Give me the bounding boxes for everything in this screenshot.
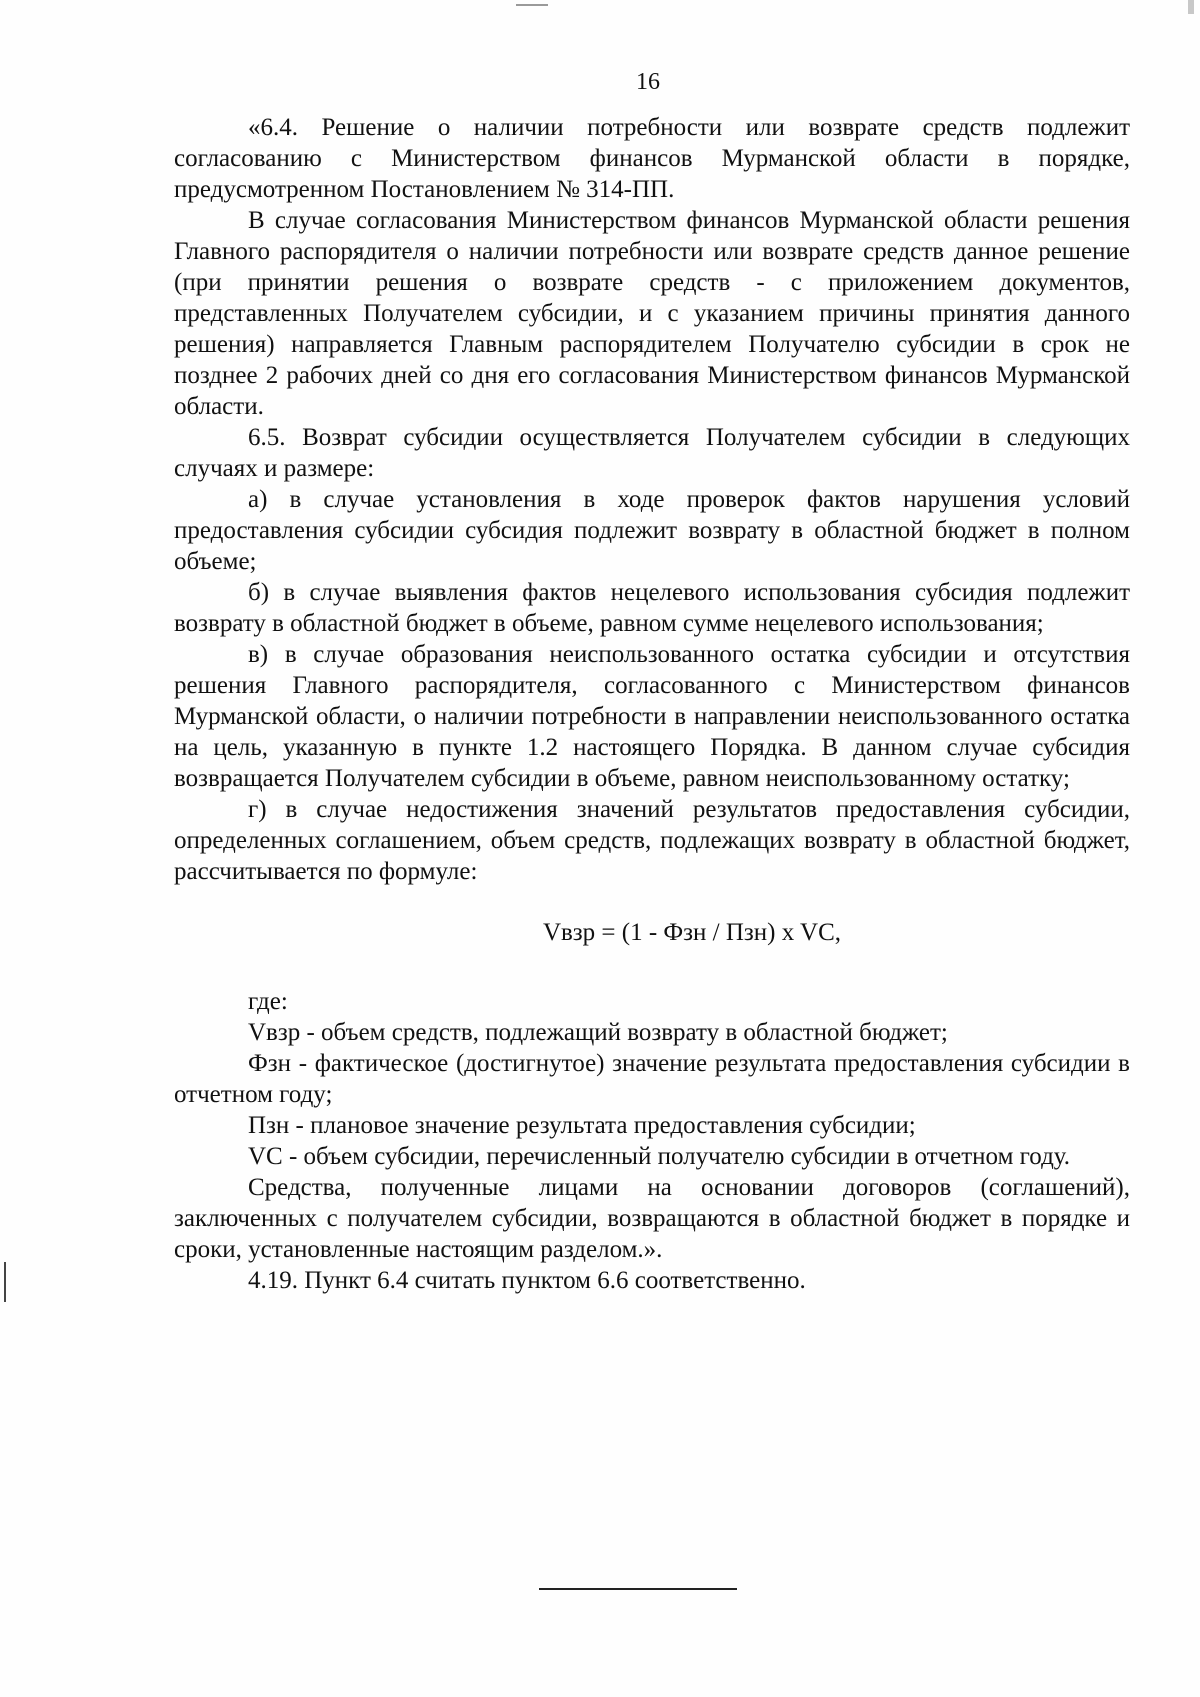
refund-formula: Vвзр = (1 - Фзн / Пзн) x VC, [542,919,842,946]
paragraph-item-a: а) в случае установления в ходе проверок фактов нарушения условий предоставления субсидии субсидия подлежит возврату в областной бюджет в полном объеме; [174,486,1130,575]
paragraph-6-4: «6.4. Решение о наличии потребности или возврате средств подлежит согласованию с Министерством финансов Мурманской области в порядке, предусмотренном Постановлением № 314-ПП. [174,114,1130,203]
scan-margin-mark [4,1262,6,1302]
definition-fzn: Фзн - фактическое (достигнутое) значение результата предоставления субсидии в отчетном году; [174,1050,1130,1108]
paragraph-item-v: в) в случае образования неиспользованного остатка субсидии и отсутствия решения Главного распорядителя, согласованного с Министерством финансов Мурманской области, о наличии потребности в направлении неиспользованного остатка на цель, указанную в пункте 1.2 настоящего Порядка. В данном случае субсидия возвращается Получателем субсидии в объеме, равном неиспользованному остатку; [174,641,1130,792]
end-separator-line [539,1588,737,1590]
paragraph-6-5: 6.5. Возврат субсидии осуществляется Получателем субсидии в следующих случаях и размере: [174,424,1130,482]
definition-vvzr: Vвзр - объем средств, подлежащий возврату в областной бюджет; [248,1019,948,1046]
paragraph-item-g: г) в случае недостижения значений результатов предоставления субсидии, определенных соглашением, объем средств, подлежащих возврату в областной бюджет, рассчитывается по формуле: [174,796,1130,885]
definition-pzn: Пзн - плановое значение результата предоставления субсидии; [248,1112,916,1139]
scan-corner-mark [1188,0,1194,14]
paragraph-contract-funds: Средства, полученные лицами на основании договоров (соглашений), заключенных с получателем субсидии, возвращаются в областной бюджет в порядке и сроки, установленные настоящим разделом.». [174,1174,1130,1263]
paragraph-4-19: 4.19. Пункт 6.4 считать пунктом 6.6 соответственно. [248,1267,806,1294]
paragraph-where: где: [248,988,288,1015]
paragraph-item-b: б) в случае выявления фактов нецелевого использования субсидия подлежит возврату в областной бюджет в объеме, равном сумме нецелевого использования; [174,579,1130,637]
document-body [174,112,1130,1296]
page-number: 16 [636,69,660,95]
paragraph-approval: В случае согласования Министерством финансов Мурманской области решения Главного распорядителя о наличии потребности или возврате средств данное решение (при принятии решения о возврате средств - с приложением документов, представленных Получателем субсидии, и с указанием причины принятия данного решения) направляется Главным распорядителем Получателю субсидии в срок не позднее 2 рабочих дней со дня его согласования Министерством финансов Мурманской области. [174,207,1130,420]
scan-top-mark [516,4,548,6]
definition-vc: VC - объем субсидии, перечисленный получателю субсидии в отчетном году. [248,1143,1071,1170]
